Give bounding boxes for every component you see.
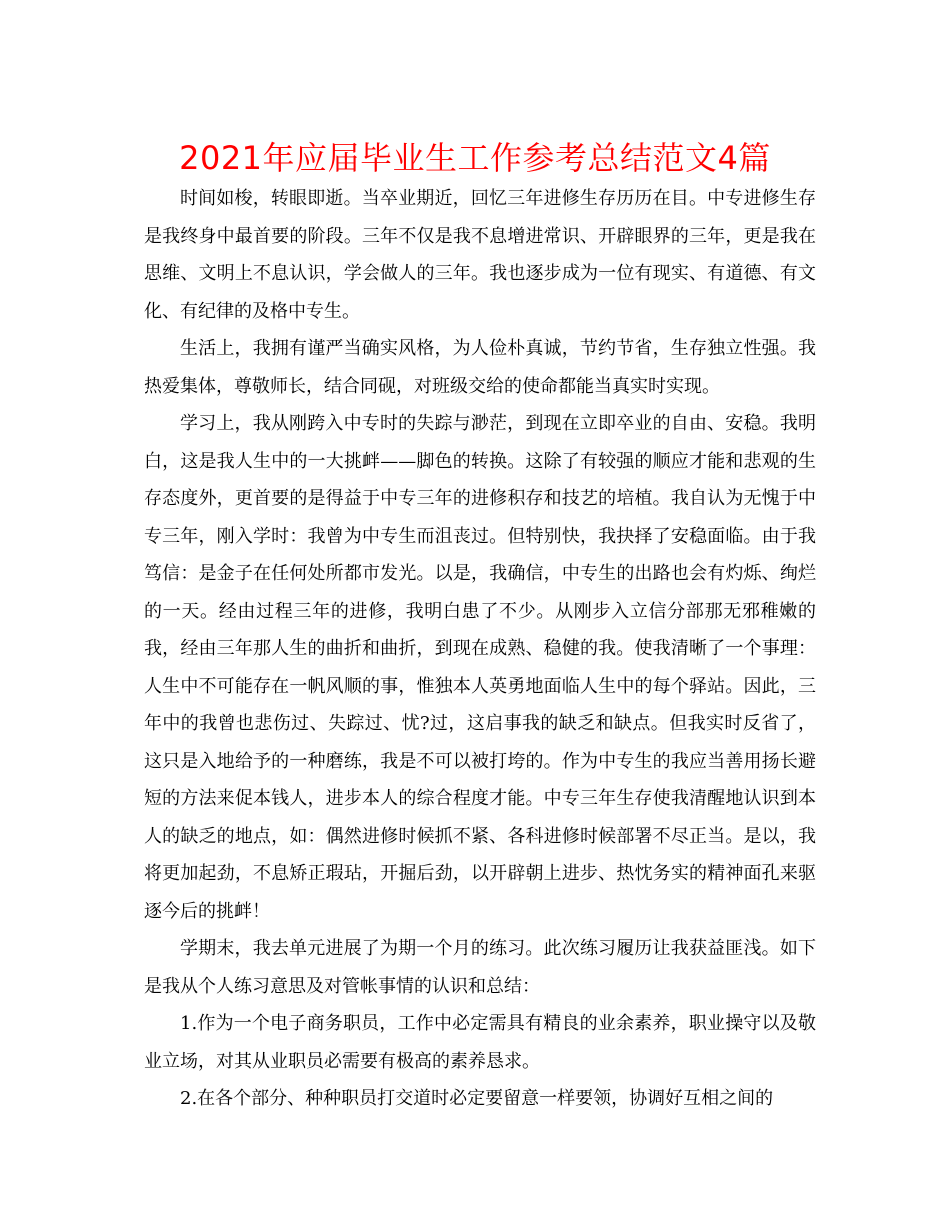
- paragraph-intro: 时间如梭，转眼即逝。当卒业期近，回忆三年进修生存历历在目。中专进修生存是我终身中最首要的阶段。三年不仅是我不息增进常识、开辟眼界的三年，更是我在思维、文明上不息认识，学会做人的三年。我也逐步成为一位有现实、有道德、有文化、有纪律的及格中专生。: [144, 188, 816, 322]
- paragraph-life: 生活上，我拥有谨严当确实风格，为人俭朴真诚，节约节省，生存独立性强。我热爱集体，尊敬师长，结合同砚，对班级交给的使命都能当真实时实现。: [144, 338, 816, 397]
- paragraph-study: 学习上，我从刚跨入中专时的失踪与渺茫，到现在立即卒业的自由、安稳。我明白，这是我人生中的一大挑衅——脚色的转换。这除了有较强的顺应才能和悲观的生存态度外，更首要的是得益于中专三年的进修积存和技艺的培植。我自认为无愧于中专三年，刚入学时：我曾为中专生而沮丧过。但特别快，我抉择了安稳面临。由于我笃信：是金子在任何处所都市发光。以是，我确信，中专生的出路也会有灼烁、绚烂的一天。经由过程三年的进修，我明白患了不少。从刚步入立信分部那无邪稚嫩的我，经由三年那人生的曲折和曲折，到现在成熟、稳健的我。使我清晰了一个事理：人生中不可能存在一帆风顺的事，惟独本人英勇地面临人生中的每个驿站。因此，三年中的我曾也悲伤过、失踪过、忧?过，这启事我的缺乏和缺点。但我实时反省了，这只是入地给予的一种磨练，我是不可以被打垮的。作为中专生的我应当善用扬长避短的方法来促本钱人，进步本人的综合程度才能。中专三年生存使我清醒地认识到本人的缺乏的地点，如：偶然进修时候抓不紧、各科进修时候部署不尽正当。是以，我将更加起劲，不息矫正瑕玷，开掘后劲，以开辟朝上进步、热忱务实的精神面孔来驱逐今后的挑衅！: [144, 413, 816, 922]
- paragraph-internship: 学期末，我去单元进展了为期一个月的练习。此次练习履历让我获益匪浅。如下是我从个人练习意思及对管帐事情的认识和总结：: [144, 938, 816, 997]
- paragraph-point-1: 1.作为一个电子商务职员，工作中必定需具有精良的业余素养，职业操守以及敬业立场，对其从业职员必需要有极高的素养恳求。: [144, 1013, 816, 1072]
- paragraph-point-2: 2.在各个部分、种种职员打交道时必定要留意一样要领，协调好互相之间的: [180, 1088, 774, 1109]
- document-title: 2021年应届毕业生工作参考总结范文4篇: [179, 139, 771, 177]
- document-body: [144, 180, 816, 1118]
